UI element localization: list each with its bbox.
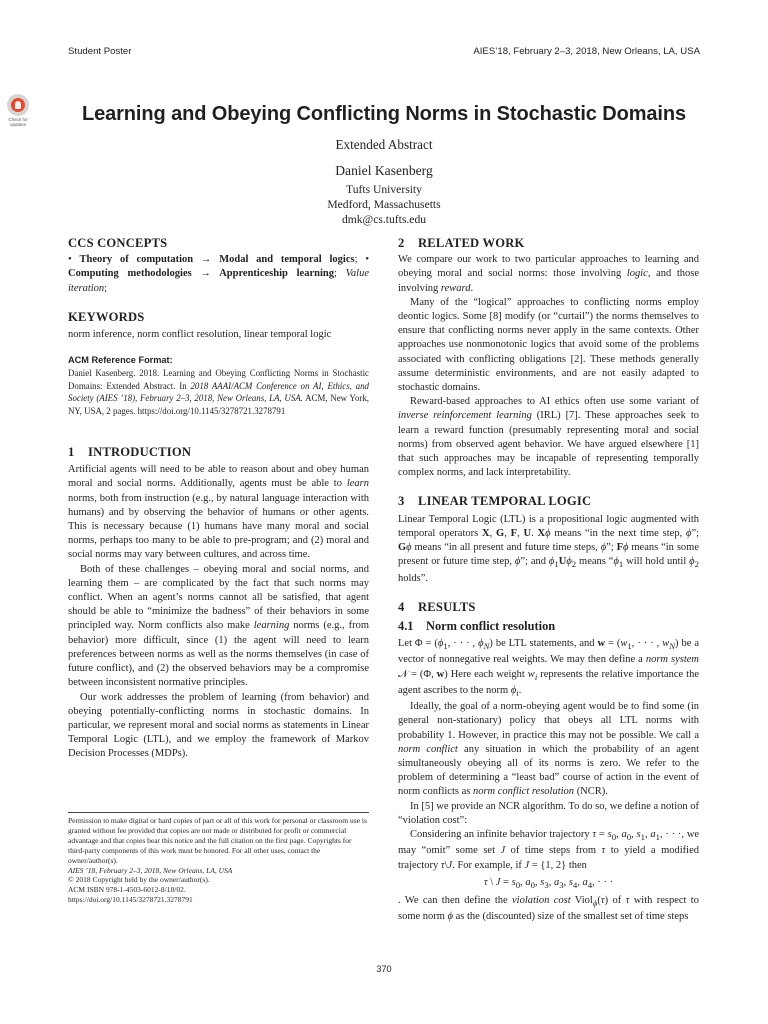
intro-paragraph-3: Our work addresses the problem of learning (from behavior) and obeying potentially-conflicting norms in stochastic domains. In particular, we represent moral and social norms as statements in Linear Temporal Logic (LTL), and we employ the framework of Markov Decision Processes (MDPs). xyxy=(68,691,369,760)
badge-text: Check for updates xyxy=(8,117,28,127)
results-paragraph-4: Considering an infinite behavior trajectory $\tau = s_0$, $a_0$, $s_1$, $a_1$, · · ·, we may “omit” some set J of time steps from τ to yield a modified trajectory τ\J. For example, if J = {1, 2} then xyxy=(398,829,700,871)
author-affiliation xyxy=(0,182,768,227)
results-paragraph-5: . We can then define the violation cost Viol$_\phi$(τ) of τ with respect to some norm ϕ as the (discounted) size of the smallest set of time steps xyxy=(398,895,699,923)
related-paragraph-3: Reward-based approaches to AI ethics often use some variant of inverse reinforcement learning (IRL) [7]. These approaches seek to learn a reward function (presumably representing moral and social norms) from observed agent behavior. We have argued elsewhere [1] that such approaches may be incapable of representing temporally complex norms, and lack interpretability. xyxy=(398,396,699,479)
affiliation-location: Medford, Massachusetts xyxy=(327,198,441,211)
affiliation-institution: Tufts University xyxy=(346,183,422,196)
intro-heading: 1 INTRODUCTION xyxy=(68,445,192,460)
permission-text: Permission to make digital or hard copies of part or all of this work for personal or classroom use is granted without fee provided that copies are not made or distributed for profit or commercial advantage and that copies bear this notice and the full citation on the first page. Copyrights for third-party components of this work must be honored. For all other uses, contact the owner/author(s). xyxy=(68,816,367,865)
related-work-heading: 2 RELATED WORK xyxy=(398,236,525,250)
ccs-text: • Theory of computation → Modal and temporal logics; • Computing methodologies → Apprenticeship learning; Value iteration; xyxy=(68,254,370,294)
ltl-heading: 3 LINEAR TEMPORAL LOGIC xyxy=(398,494,592,509)
intro-paragraph-2: Both of these challenges – obeying moral and social norms, and learning them – are complicated by the fact that such norms may conflict. When an agent’s norms cannot all be satisfied, that agent should be able to “minimize the badness” of their behaviors in some principled way. Norm conflicts also make learning norms (e.g., from behavior) more difficult, since (1) the agent will need to learn preferences between norms as well as the norms themselves (in case of future conflict), and (2) the observed behaviors may be a compromise between inconsistent normative principles. xyxy=(68,563,369,689)
acm-reference-text: Daniel Kasenberg. 2018. Learning and Obeying Conflicting Norms in Stochastic Domains: Extended Abstract. In 2018 AAAI/ACM Conference on AI, Ethics, and Society (AIES ’18), February 2–3, 2018, New Orleans, LA, USA. ACM, New York, NY, USA, 2 pages. https://doi.org/10.1145/3278721.3278791 xyxy=(68,368,369,416)
related-paragraph-2: Many of the “logical” approaches to conflicting norms employ deontic logics. Some [8] modify (or “curtail”) the norms themselves to ensure that conflicting norms never apply in the same contexts. Other approaches use nonmonotonic logics that avoid some of the problems associated with conflicting obligations [2]. These methods generally assume deterministic environments, and are not easily adapted to stochastic domains. xyxy=(398,296,699,394)
intro-paragraph-1: Artificial agents will need to be able to reason about and obey human moral and social norms. Additionally, agents must be able to learn norms, both from instruction (e.g., by natural language interaction with humans) and by observing the behavior of humans or other agents. This is necessary because (1) humans have many moral and social norms, perhaps too many to be able to pre-program; and (2) moral and social norms may vary between cultures, and across time. xyxy=(68,464,369,561)
results-paragraph-3: In [5] we provide an NCR algorithm. To do so, we define a notion of “violation cost”: xyxy=(398,800,699,826)
footnote-isbn: ACM ISBN 978-1-4503-6012-8/18/02. xyxy=(68,885,186,895)
author-email[interactable]: dmk@cs.tufts.edu xyxy=(341,213,427,226)
footnote-doi[interactable]: https://doi.org/10.1145/3278721.3278791 xyxy=(68,895,193,905)
check-for-updates-badge[interactable] xyxy=(5,94,31,128)
trajectory-equation: τ \ $J = s_0$, $a_0$, $s_3$, $a_3$, $s_4$, $a_4$, · · · xyxy=(483,876,614,890)
paper-title: Learning and Obeying Conflicting Norms in Stochastic Domains xyxy=(81,103,687,125)
acm-reference-heading: ACM Reference Format: xyxy=(68,355,173,366)
paper-subtitle: Extended Abstract xyxy=(335,137,433,152)
norm-conflict-subheading: 4.1 Norm conflict resolution xyxy=(398,618,556,633)
results-paragraph-2: Ideally, the goal of a norm-obeying agent would be to find some (in general non-stationary) policy that obeys all LTL norms with probability 1. However, in practice this may not be possible. We call a norm conflict any situation in which the probability of an agent simultaneously obeying all of its norms is zero. We refer to the problem of determining a “least bad” course of action in the event of norm conflicts as norm conflict resolution (NCR). xyxy=(398,701,699,798)
results-heading: 4 RESULTS xyxy=(398,599,476,614)
author-name: Daniel Kasenberg xyxy=(335,163,433,178)
footnote-venue: AIES ’18, February 2–3, 2018, New Orleans, LA, USA xyxy=(68,865,233,875)
running-head xyxy=(68,46,700,60)
ccs-heading: CCS CONCEPTS xyxy=(68,236,168,250)
results-paragraph-1: Let $\Phi = (\phi_1$, · · · , $\phi_N$) be LTL statements, and $w = (w_1$, · · · , $w_N$) be a vector of nonnegative real weights. We may then define a norm system 𝒩 = (Φ, w) Here each weight $w_i$ represents the relative importance the agent ascribes to the norm $\phi_i$. xyxy=(398,638,699,699)
check-for-updates-icon xyxy=(7,94,29,116)
related-paragraph-1: We compare our work to two particular approaches to learning and obeying moral and social norms: those involving logic, and those involving reward. xyxy=(398,254,699,294)
running-head-left: Student Poster xyxy=(68,46,132,57)
footnote-copyright: © 2018 Copyright held by the owner/author(s). xyxy=(68,875,210,885)
right-column xyxy=(398,236,699,925)
page-number: 370 xyxy=(376,964,392,974)
running-head-right: AIES’18, February 2–3, 2018, New Orleans, LA, USA xyxy=(473,46,700,57)
keywords-text: norm inference, norm conflict resolution, linear temporal logic xyxy=(68,329,332,341)
left-column xyxy=(68,236,369,762)
ltl-paragraph: Linear Temporal Logic (LTL) is a propositional logic augmented with temporal operators X, G, F, U. Xϕ means “in the next time step, ϕ”; Gϕ means “in all present and future time steps, ϕ”; Fϕ means “in some present or future time step, ϕ”; and $\phi_1U\phi_2$ means “$\phi_1$ will hold until $\phi_2$ holds”. xyxy=(398,513,700,584)
keywords-heading: KEYWORDS xyxy=(68,309,145,324)
permission-footnote xyxy=(68,812,369,905)
